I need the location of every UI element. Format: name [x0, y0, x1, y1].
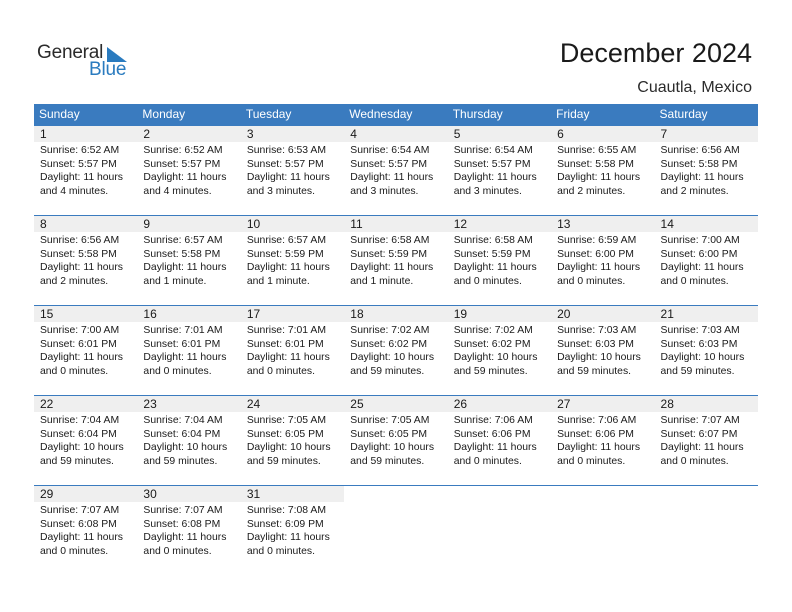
daylight-text: and 3 minutes. [350, 185, 419, 197]
sunset-text: Sunset: 5:59 PM [453, 248, 531, 260]
daylight-text: Daylight: 11 hours [143, 172, 227, 183]
day-number: 16 [137, 306, 240, 322]
daylight-text: and 0 minutes. [660, 455, 729, 467]
sunrise-text: Sunrise: 6:55 AM [557, 145, 637, 156]
daylight-text: Daylight: 11 hours [143, 532, 227, 543]
day-cell [655, 396, 758, 486]
day-details [551, 412, 654, 468]
day-number: 30 [137, 486, 240, 502]
sunrise-text: Sunrise: 7:00 AM [660, 235, 740, 246]
day-cell [137, 306, 240, 396]
daylight-text: Daylight: 11 hours [453, 172, 537, 183]
day-cell [655, 126, 758, 216]
day-details [344, 232, 447, 288]
daylight-text: and 59 minutes. [350, 455, 425, 467]
day-details [551, 232, 654, 288]
day-number: 14 [655, 216, 758, 232]
day-cell [137, 486, 240, 576]
day-number: 4 [344, 126, 447, 142]
daylight-text: and 59 minutes. [143, 455, 218, 467]
sunrise-text: Sunrise: 7:07 AM [660, 415, 740, 426]
daylight-text: Daylight: 10 hours [350, 352, 435, 363]
day-number: 19 [448, 306, 551, 322]
day-details [34, 322, 137, 378]
daylight-text: and 0 minutes. [453, 275, 522, 287]
day-details [34, 232, 137, 288]
day-number: 13 [551, 216, 654, 232]
daylight-text: and 59 minutes. [246, 455, 321, 467]
week-row [34, 395, 758, 486]
daylight-text: Daylight: 11 hours [453, 262, 537, 273]
sunrise-text: Sunrise: 7:07 AM [40, 505, 120, 516]
day-number: 23 [137, 396, 240, 412]
day-number: 27 [551, 396, 654, 412]
daylight-text: Daylight: 11 hours [246, 352, 330, 363]
day-cell [551, 396, 654, 486]
day-cell [137, 396, 240, 486]
day-number: 29 [34, 486, 137, 502]
day-details [448, 232, 551, 288]
day-cell [551, 216, 654, 306]
day-cell [34, 126, 137, 216]
day-cell [551, 306, 654, 396]
day-details [551, 322, 654, 378]
daylight-text: and 4 minutes. [143, 185, 212, 197]
sunrise-text: Sunrise: 7:03 AM [660, 325, 740, 336]
sunrise-text: Sunrise: 6:58 AM [453, 235, 533, 246]
day-number: 7 [655, 126, 758, 142]
sunset-text: Sunset: 6:02 PM [350, 338, 428, 350]
day-number: 6 [551, 126, 654, 142]
day-number: 26 [448, 396, 551, 412]
day-details [34, 412, 137, 468]
sunset-text: Sunset: 6:01 PM [40, 338, 117, 350]
day-number: 24 [241, 396, 344, 412]
day-cell [344, 306, 447, 396]
day-cell [448, 216, 551, 306]
weekday-tuesday: Tuesday [245, 107, 292, 121]
daylight-text: and 0 minutes. [557, 455, 626, 467]
week-row [34, 215, 758, 306]
sunrise-text: Sunrise: 6:54 AM [350, 145, 430, 156]
daylight-text: and 1 minute. [350, 275, 414, 287]
page-title: December 2024 [559, 38, 752, 68]
daylight-text: and 59 minutes. [40, 455, 114, 467]
sunset-text: Sunset: 6:01 PM [246, 338, 324, 350]
sunrise-text: Sunrise: 7:05 AM [350, 415, 430, 426]
daylight-text: Daylight: 10 hours [660, 352, 745, 363]
day-details [241, 322, 344, 378]
daylight-text: Daylight: 11 hours [246, 262, 330, 273]
day-cell [34, 216, 137, 306]
day-details [137, 322, 240, 378]
daylight-text: Daylight: 11 hours [660, 172, 744, 183]
day-details [655, 232, 758, 288]
day-details [137, 142, 240, 198]
sunrise-text: Sunrise: 6:52 AM [143, 145, 223, 156]
day-details [241, 142, 344, 198]
daylight-text: Daylight: 11 hours [246, 532, 330, 543]
day-number: 18 [344, 306, 447, 322]
day-cell [241, 216, 344, 306]
weekday-thursday: Thursday [452, 107, 503, 121]
daylight-text: Daylight: 11 hours [40, 262, 123, 273]
daylight-text: Daylight: 11 hours [246, 172, 330, 183]
day-details [241, 232, 344, 288]
day-number: 8 [34, 216, 137, 232]
day-number: 17 [241, 306, 344, 322]
weekday-wednesday: Wednesday [349, 107, 413, 121]
day-details [448, 412, 551, 468]
week-row [34, 125, 758, 216]
day-cell [344, 126, 447, 216]
day-details [34, 502, 137, 558]
day-details [137, 502, 240, 558]
day-cell [34, 486, 137, 576]
day-cell [241, 486, 344, 576]
daylight-text: and 2 minutes. [557, 185, 626, 197]
day-details [137, 412, 240, 468]
day-number: 31 [241, 486, 344, 502]
daylight-text: Daylight: 11 hours [557, 262, 641, 273]
day-number: 9 [137, 216, 240, 232]
sunrise-text: Sunrise: 7:01 AM [143, 325, 223, 336]
day-number: 15 [34, 306, 137, 322]
daylight-text: and 0 minutes. [660, 275, 729, 287]
daylight-text: Daylight: 11 hours [557, 172, 641, 183]
weekday-header [34, 104, 758, 125]
daylight-text: and 3 minutes. [246, 185, 316, 197]
sunset-text: Sunset: 5:59 PM [246, 248, 324, 260]
day-details [655, 322, 758, 378]
sunrise-text: Sunrise: 7:04 AM [40, 415, 120, 426]
day-number: 10 [241, 216, 344, 232]
sunset-text: Sunset: 5:57 PM [350, 158, 428, 170]
sunset-text: Sunset: 5:57 PM [143, 158, 221, 170]
day-cell [241, 126, 344, 216]
day-number: 12 [448, 216, 551, 232]
sunrise-text: Sunrise: 6:58 AM [350, 235, 430, 246]
sunrise-text: Sunrise: 7:01 AM [246, 325, 326, 336]
weekday-sunday: Sunday [39, 107, 80, 121]
week-row [34, 305, 758, 396]
day-number: 3 [241, 126, 344, 142]
weekday-monday: Monday [142, 107, 186, 121]
day-number: 22 [34, 396, 137, 412]
day-number: 25 [344, 396, 447, 412]
day-details [241, 412, 344, 468]
daylight-text: and 59 minutes. [660, 365, 735, 377]
sunset-text: Sunset: 6:08 PM [143, 518, 221, 530]
day-number: 21 [655, 306, 758, 322]
daylight-text: Daylight: 11 hours [453, 442, 537, 453]
daylight-text: and 59 minutes. [453, 365, 528, 377]
daylight-text: Daylight: 11 hours [660, 442, 744, 453]
daylight-text: and 1 minute. [143, 275, 207, 287]
day-cell [655, 216, 758, 306]
logo-text-general: General [37, 42, 104, 63]
sunset-text: Sunset: 6:00 PM [660, 248, 738, 260]
daylight-text: Daylight: 10 hours [557, 352, 641, 363]
day-cell [241, 396, 344, 486]
generalblue-logo [37, 42, 137, 82]
weekday-saturday: Saturday [659, 107, 708, 121]
sunrise-text: Sunrise: 6:59 AM [557, 235, 637, 246]
day-details [655, 142, 758, 198]
sunrise-text: Sunrise: 7:06 AM [453, 415, 533, 426]
sunset-text: Sunset: 5:57 PM [40, 158, 117, 170]
daylight-text: and 2 minutes. [40, 275, 109, 287]
sunrise-text: Sunrise: 7:02 AM [453, 325, 533, 336]
daylight-text: and 4 minutes. [40, 185, 109, 197]
day-number: 20 [551, 306, 654, 322]
sunrise-text: Sunrise: 7:03 AM [557, 325, 637, 336]
daylight-text: and 2 minutes. [660, 185, 729, 197]
day-details [344, 142, 447, 198]
sunrise-text: Sunrise: 7:06 AM [557, 415, 637, 426]
daylight-text: and 59 minutes. [557, 365, 632, 377]
daylight-text: Daylight: 11 hours [350, 262, 434, 273]
day-number: 28 [655, 396, 758, 412]
daylight-text: and 59 minutes. [350, 365, 425, 377]
day-cell [344, 216, 447, 306]
day-details [241, 502, 344, 558]
sunset-text: Sunset: 6:04 PM [40, 428, 117, 440]
sunset-text: Sunset: 6:09 PM [246, 518, 324, 530]
daylight-text: Daylight: 11 hours [143, 262, 227, 273]
sunset-text: Sunset: 5:58 PM [660, 158, 738, 170]
day-details [344, 412, 447, 468]
daylight-text: Daylight: 10 hours [453, 352, 538, 363]
day-cell [137, 216, 240, 306]
daylight-text: Daylight: 10 hours [40, 442, 124, 453]
daylight-text: Daylight: 10 hours [246, 442, 331, 453]
sunset-text: Sunset: 6:08 PM [40, 518, 117, 530]
day-number: 2 [137, 126, 240, 142]
daylight-text: Daylight: 10 hours [143, 442, 228, 453]
day-cell [551, 126, 654, 216]
day-details [344, 322, 447, 378]
sunset-text: Sunset: 6:05 PM [246, 428, 324, 440]
sunrise-text: Sunrise: 7:00 AM [40, 325, 120, 336]
sunset-text: Sunset: 6:03 PM [660, 338, 738, 350]
sunrise-text: Sunrise: 7:07 AM [143, 505, 223, 516]
day-cell [448, 306, 551, 396]
sunrise-text: Sunrise: 6:57 AM [246, 235, 326, 246]
daylight-text: and 0 minutes. [246, 365, 316, 377]
sunset-text: Sunset: 6:00 PM [557, 248, 634, 260]
day-cell [241, 306, 344, 396]
sunrise-text: Sunrise: 7:08 AM [246, 505, 326, 516]
sunset-text: Sunset: 6:01 PM [143, 338, 221, 350]
sunset-text: Sunset: 5:58 PM [40, 248, 117, 260]
sunset-text: Sunset: 6:06 PM [557, 428, 634, 440]
location-label: Cuautla, Mexico [637, 79, 752, 96]
sunset-text: Sunset: 6:05 PM [350, 428, 428, 440]
daylight-text: and 3 minutes. [453, 185, 522, 197]
sunrise-text: Sunrise: 6:54 AM [453, 145, 533, 156]
logo-text-blue: Blue [89, 59, 127, 80]
day-details [448, 322, 551, 378]
sunset-text: Sunset: 6:02 PM [453, 338, 531, 350]
sunrise-text: Sunrise: 6:56 AM [660, 145, 740, 156]
daylight-text: and 0 minutes. [453, 455, 522, 467]
day-cell [344, 396, 447, 486]
sunset-text: Sunset: 5:57 PM [453, 158, 531, 170]
day-number: 5 [448, 126, 551, 142]
daylight-text: and 0 minutes. [557, 275, 626, 287]
day-details [551, 142, 654, 198]
day-details [448, 142, 551, 198]
daylight-text: and 0 minutes. [143, 365, 212, 377]
daylight-text: Daylight: 11 hours [660, 262, 744, 273]
daylight-text: Daylight: 11 hours [40, 352, 123, 363]
day-details [655, 412, 758, 468]
day-cell [448, 396, 551, 486]
sunset-text: Sunset: 5:58 PM [143, 248, 221, 260]
sunrise-text: Sunrise: 7:04 AM [143, 415, 223, 426]
day-number: 11 [344, 216, 447, 232]
daylight-text: Daylight: 11 hours [143, 352, 227, 363]
sunrise-text: Sunrise: 6:56 AM [40, 235, 120, 246]
daylight-text: Daylight: 11 hours [40, 172, 123, 183]
day-details [34, 142, 137, 198]
day-cell [655, 306, 758, 396]
day-cell [137, 126, 240, 216]
day-number: 1 [34, 126, 137, 142]
day-cell [34, 306, 137, 396]
day-cell [34, 396, 137, 486]
sunset-text: Sunset: 6:04 PM [143, 428, 221, 440]
sunset-text: Sunset: 5:58 PM [557, 158, 634, 170]
sunset-text: Sunset: 5:57 PM [246, 158, 324, 170]
daylight-text: and 1 minute. [246, 275, 310, 287]
sunset-text: Sunset: 5:59 PM [350, 248, 428, 260]
day-details [137, 232, 240, 288]
sunrise-text: Sunrise: 6:53 AM [246, 145, 326, 156]
week-row [34, 485, 758, 576]
sunset-text: Sunset: 6:07 PM [660, 428, 738, 440]
sunset-text: Sunset: 6:03 PM [557, 338, 634, 350]
sunrise-text: Sunrise: 7:02 AM [350, 325, 430, 336]
sunrise-text: Sunrise: 7:05 AM [246, 415, 326, 426]
daylight-text: and 0 minutes. [40, 545, 109, 557]
sunrise-text: Sunrise: 6:57 AM [143, 235, 223, 246]
daylight-text: Daylight: 11 hours [557, 442, 641, 453]
daylight-text: Daylight: 11 hours [350, 172, 434, 183]
weekday-friday: Friday [556, 107, 590, 121]
daylight-text: and 0 minutes. [246, 545, 316, 557]
daylight-text: and 0 minutes. [143, 545, 212, 557]
daylight-text: Daylight: 11 hours [40, 532, 123, 543]
daylight-text: and 0 minutes. [40, 365, 109, 377]
sunset-text: Sunset: 6:06 PM [453, 428, 531, 440]
day-cell [448, 126, 551, 216]
daylight-text: Daylight: 10 hours [350, 442, 435, 453]
sunrise-text: Sunrise: 6:52 AM [40, 145, 120, 156]
